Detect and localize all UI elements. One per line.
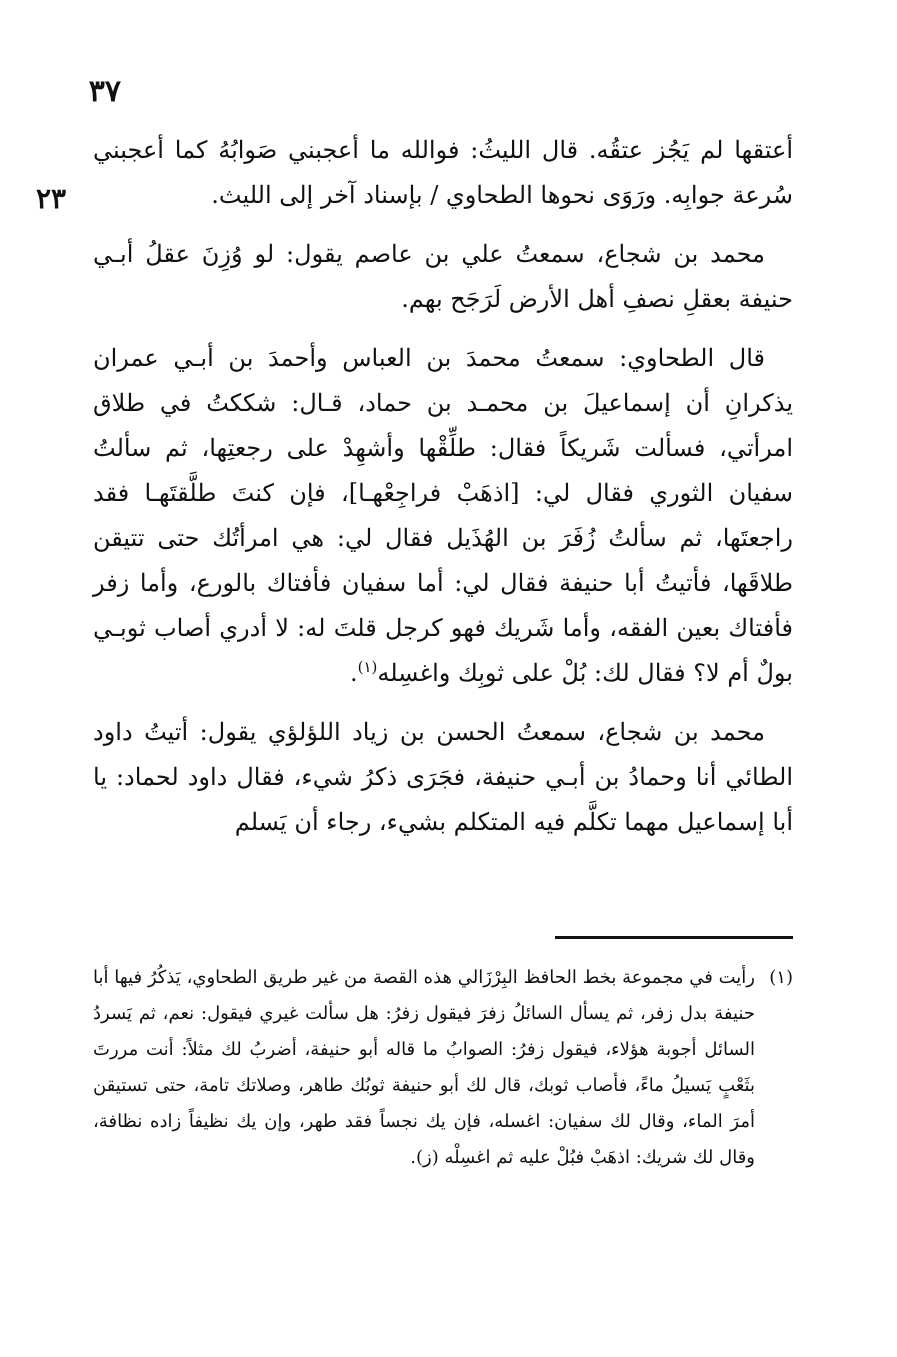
footnote-marker: (١): [769, 967, 793, 988]
footnote-text: رأيت في مجموعة بخط الحافظ البِرْزَالي هذه القصة من غير طريق الطحاوي، يَذكُرُ فيها أبا حنيفة بدل زفر، ثم يسأل السائلُ زفرَ فيقول زفرُ: هل سألت غيري فيقول: نعم، ثم يَسردُ السائل أجوبة هؤلاء، فيقول زفرُ: الصوابُ ما قاله أبو حنيفة، أضربُ لك مثلاً: أنت مررتَ بثَعْبٍ يَسيلُ ماءً، فأصاب ثوبك، قال لك أبو حنيفة ثوبُك طاهر، وصلاتك تامة، حتى تستيقن أمرَ الماء، وقال لك سفيان: اغسله، فإن يك نجساً فقد طهر، وإن يك نظيفاً زاده نظافة، وقال لك شريك: اذهَبْ فبُلْ عليه ثم اغسِلْه (ز).: [93, 967, 755, 1168]
paragraph-4: محمد بن شجاع، سمعتُ الحسن بن زياد اللؤلؤي يقول: أتيتُ داود الطائي أنا وحمادُ بن أبـي حنيفة، فجَرَى ذكرُ شيء، فقال داود لحماد: يا أبا إسماعيل مهما تكلَّم فيه المتكلم بشيء، رجاء أن يَسلم: [93, 718, 793, 836]
footnote-1: [93, 960, 793, 1176]
paragraph-1: أعتقها لم يَجُز عتقُه. قال الليثُ: فوالله ما أعجبني صَوابُهُ كما أعجبني سُرعة جوابِه. ورَوَى نحوها الطحاوي / بإسناد آخر إلى الليث.: [93, 136, 793, 209]
footnote-reference: (١): [357, 658, 378, 676]
margin-reference-number: ٢٣: [36, 182, 67, 215]
main-text: [93, 128, 793, 859]
paragraph-3: [93, 336, 793, 696]
page-number: ٣٧: [88, 74, 121, 109]
footnotes: [93, 960, 793, 1176]
footnote-divider: [555, 936, 793, 939]
paragraph-3-end: .: [349, 659, 358, 687]
paragraph-3-text: قال الطحاوي: سمعتُ محمدَ بن العباس وأحمدَ بن أبـي عمران يذكرانِ أن إسماعيلَ بن محمـد بن حماد، قـال: شككتُ في طلاق امرأتي، فسألت شَريكاً فقال: طلِّقْها وأشهِدْ على رجعتِها، ثم سألتُ سفيان الثوري فقال لي: [اذهَبْ فراجِعْهـا]، فإن كنتَ طلَّقتَهـا فقد راجعتَها، ثم سألتُ زُفَرَ بن الهُذَيل فقال لي: هي امرأتُك حتى تتيقن طلاقَها، فأتيتُ أبا حنيفة فقال لي: أما سفيان فأفتاك بالورع، وأما زفر فأفتاك بعين الفقه، وأما شَريك فهو كرجل قلتَ له: لا أدري أصاب ثوبـي بولٌ أم لا؟ فقال لك: بُلْ على ثوبِك واغسِله: [93, 344, 793, 687]
paragraph-2: محمد بن شجاع، سمعتُ علي بن عاصم يقول: لو وُزِنَ عقلُ أبـي حنيفة بعقلِ نصفِ أهل الأرض لَرَجَح بهم.: [93, 240, 793, 313]
